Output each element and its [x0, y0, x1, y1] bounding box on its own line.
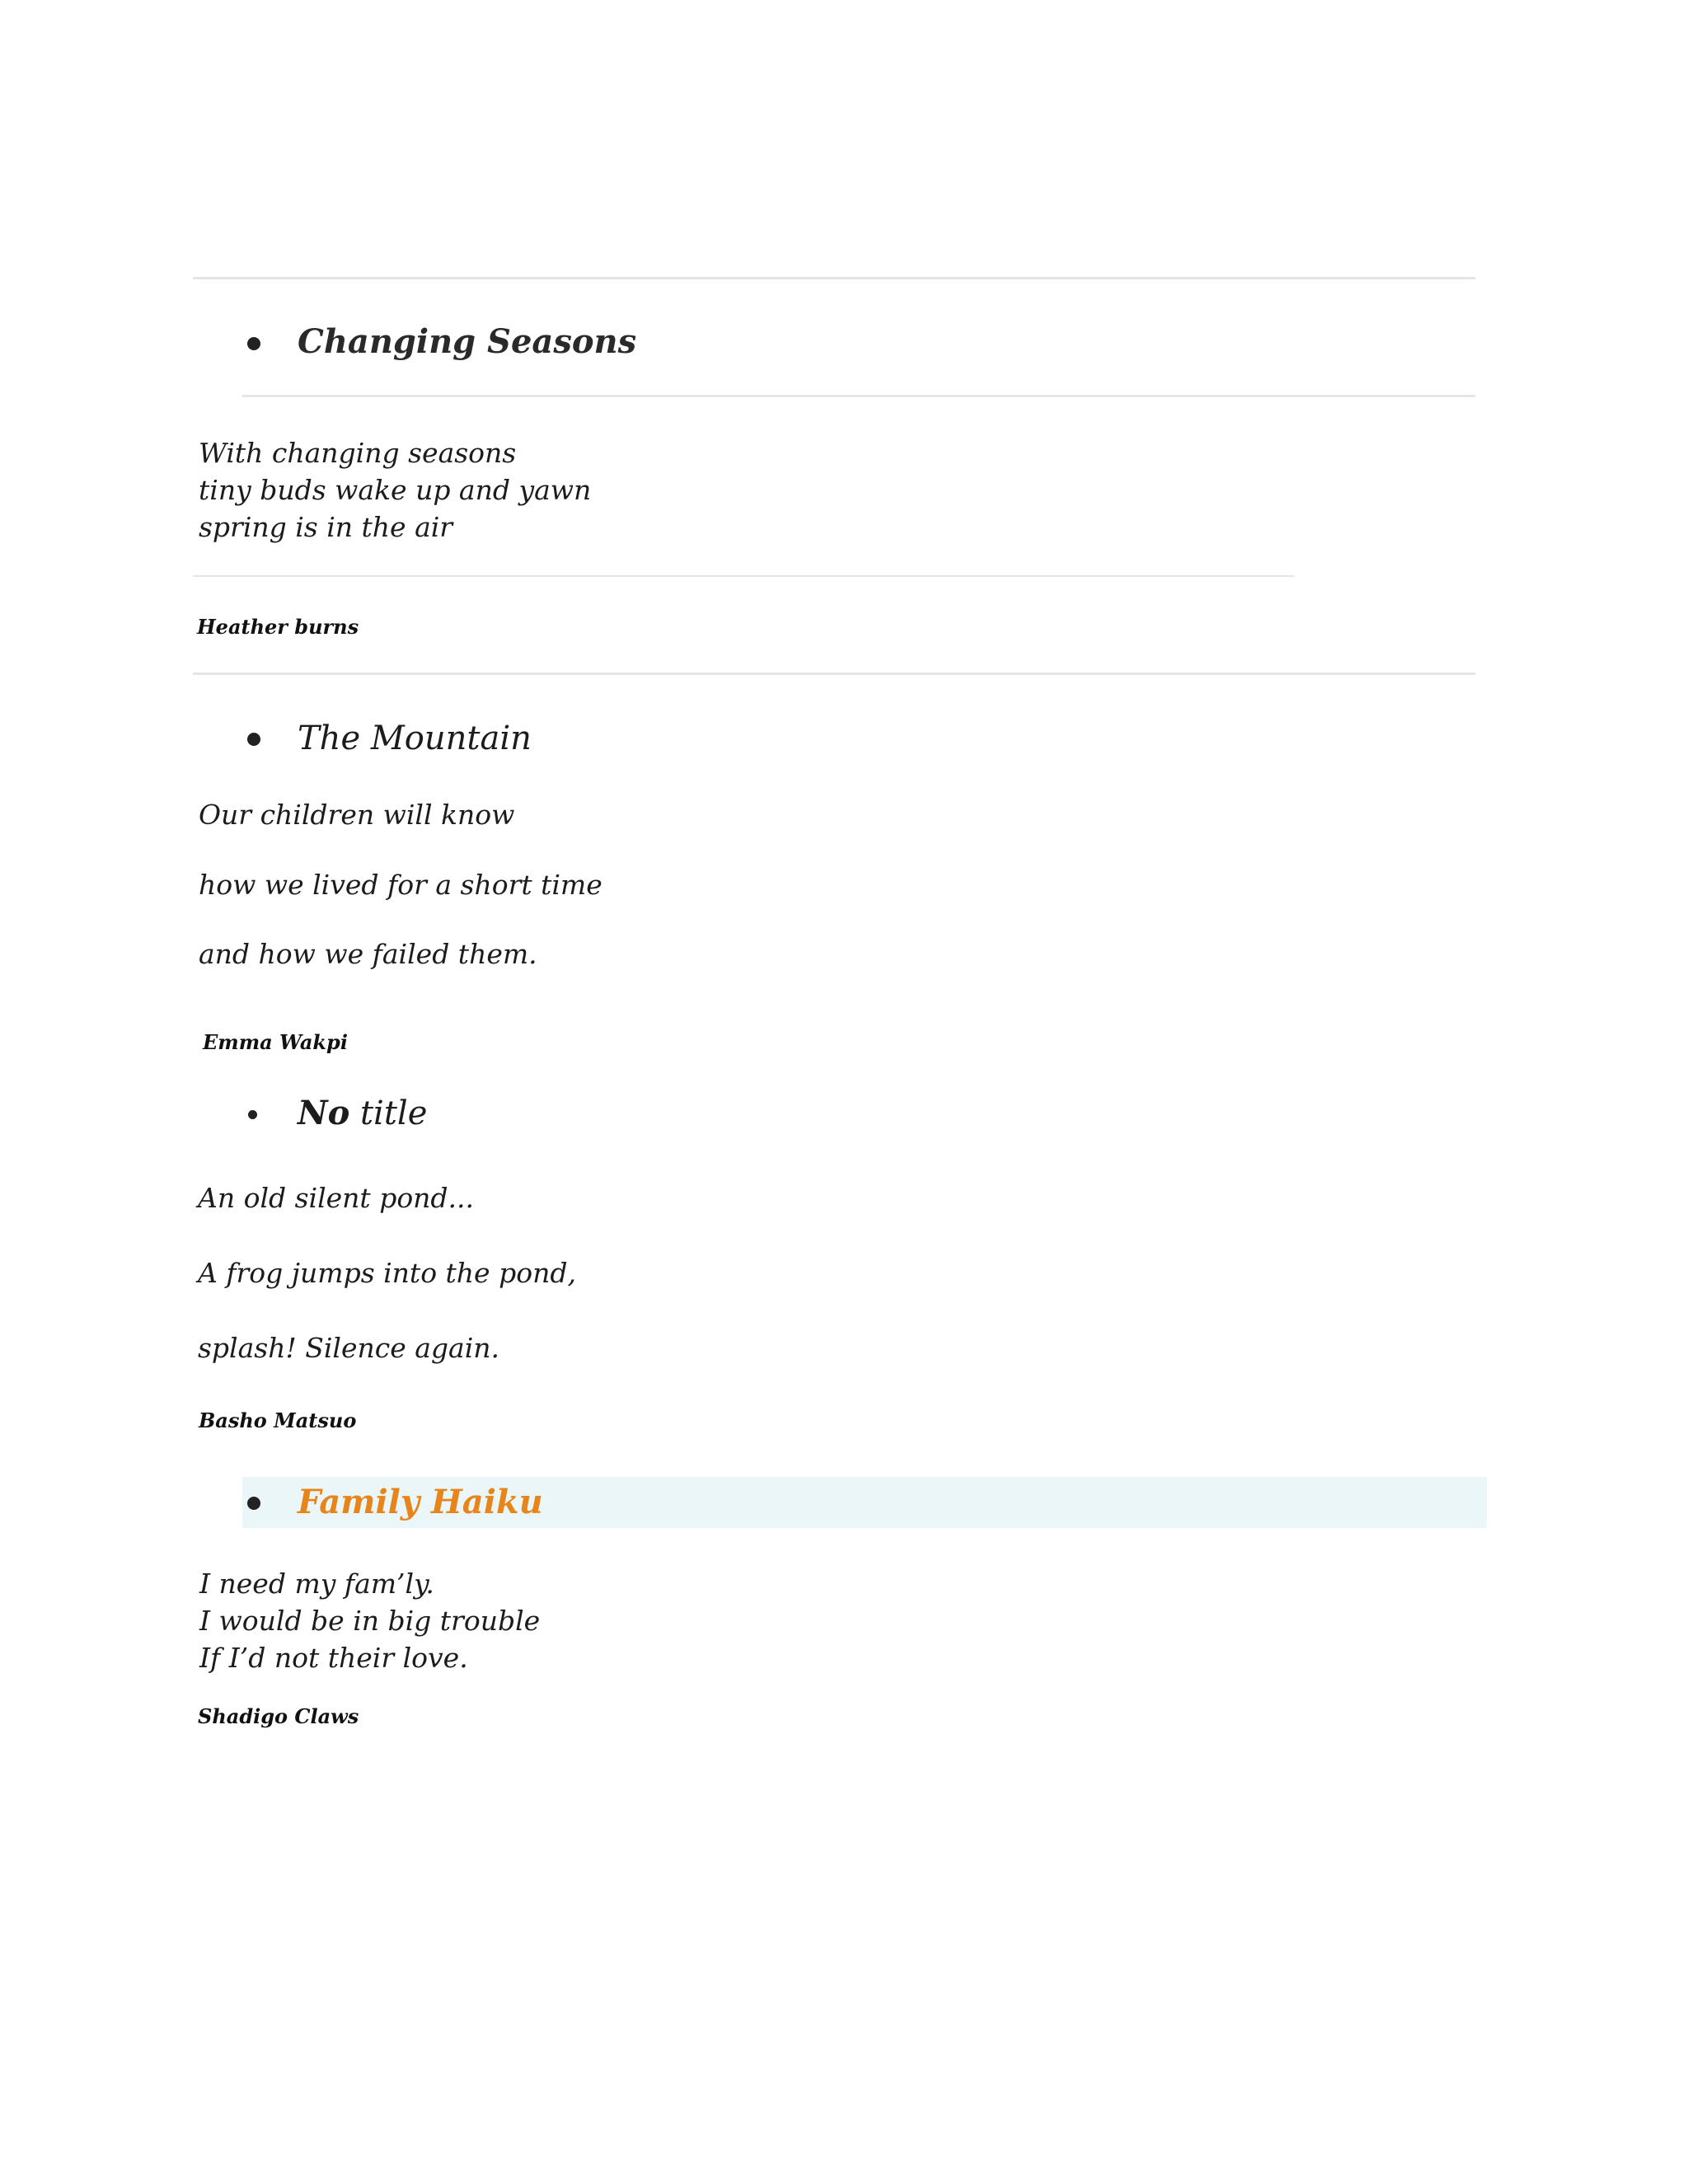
poem-author: Emma Wakpi [203, 1030, 348, 1054]
bullet-icon [247, 337, 260, 350]
poem-author: Shadigo Claws [198, 1704, 359, 1728]
poem-title [298, 1094, 428, 1132]
divider [193, 673, 1475, 675]
divider [193, 277, 1475, 279]
poem-line: With changing seasons [199, 437, 517, 469]
poem-line: tiny buds wake up and yawn [199, 474, 592, 506]
poem-line: I would be in big trouble [199, 1605, 541, 1637]
poem-line: Our children will know [199, 799, 515, 831]
poem-author: Heather burns [197, 615, 359, 639]
poem-title: Changing Seasons [298, 322, 637, 361]
poem-line: and how we failed them. [199, 938, 537, 970]
poem-line: A frog jumps into the pond, [198, 1257, 576, 1289]
poem-title: Family Haiku [298, 1483, 543, 1521]
poem-line: I need my fam’ly. [199, 1568, 434, 1600]
poem-line: If I’d not their love. [199, 1642, 468, 1674]
bullet-icon [247, 1497, 260, 1510]
poem-line: how we lived for a short time [199, 869, 603, 901]
poem-line: splash! Silence again. [198, 1332, 499, 1364]
poem-author: Basho Matsuo [199, 1408, 357, 1432]
divider [242, 395, 1475, 397]
bullet-icon [248, 1110, 257, 1119]
poem-title: The Mountain [298, 719, 532, 757]
bullet-icon [247, 733, 260, 746]
poem-line: An old silent pond... [198, 1182, 475, 1214]
poem-title-first-word: No [298, 1094, 350, 1132]
poem-title-rest: title [359, 1094, 428, 1132]
poem-line: spring is in the air [199, 511, 453, 543]
divider [193, 575, 1294, 577]
